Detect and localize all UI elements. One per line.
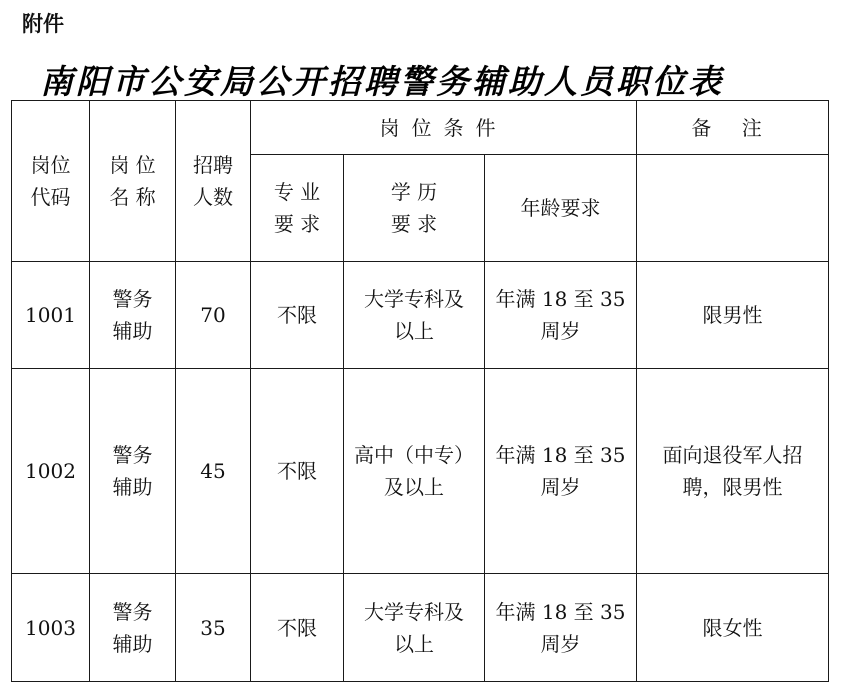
table-row (12, 369, 829, 574)
cell-name-line2: 辅助 (112, 631, 153, 656)
header-education-line1: 学 历 (390, 180, 438, 204)
header-name (90, 101, 176, 262)
position-table (11, 100, 829, 682)
cell-age-line1: 年满 18 至 35 (495, 443, 626, 467)
attachment-label: 附件 (22, 12, 64, 36)
header-count-line2: 人数 (193, 185, 233, 209)
cell-name-line1: 警务 (112, 287, 153, 311)
cell-name-line2: 辅助 (112, 319, 153, 343)
header-name-line1: 岗 位 (109, 153, 156, 177)
header-code-line1: 岗位 (30, 153, 71, 177)
table-row (12, 262, 829, 369)
header-conditions-group: 岗位条件 (251, 101, 637, 155)
cell-age-line1: 年满 18 至 35 (495, 599, 626, 624)
cell-education-line1: 高中（中专） (354, 443, 474, 467)
page-title: 南阳市公安局公开招聘警务辅助人员职位表 (40, 62, 724, 101)
cell-education (344, 369, 485, 574)
cell-age-line1: 年满 18 至 35 (495, 287, 626, 311)
header-remark: 备 注 (637, 101, 829, 155)
cell-code: 1002 (12, 369, 90, 574)
cell-education-line2: 以上 (394, 319, 434, 343)
header-code-line2: 代码 (30, 185, 71, 209)
cell-remark (637, 574, 829, 682)
header-code (12, 101, 90, 262)
header-count-line1: 招聘 (193, 153, 233, 177)
cell-education (344, 574, 485, 682)
header-education (344, 155, 485, 262)
cell-education (344, 262, 485, 369)
header-major-line1: 专 业 (273, 180, 321, 204)
cell-count: 70 (176, 262, 251, 369)
cell-remark-line1: 限女性 (702, 615, 763, 640)
cell-remark-line1: 限男性 (702, 303, 763, 327)
cell-code: 1001 (12, 262, 90, 369)
cell-major: 不限 (251, 574, 344, 682)
cell-major: 不限 (251, 262, 344, 369)
cell-remark-line2: 聘，限男性 (682, 475, 783, 499)
cell-name (90, 369, 176, 574)
cell-age-line2: 周岁 (540, 475, 581, 499)
cell-count: 45 (176, 369, 251, 574)
cell-major: 不限 (251, 369, 344, 574)
cell-count: 35 (176, 574, 251, 682)
cell-age (485, 369, 637, 574)
cell-name-line1: 警务 (112, 443, 153, 467)
header-name-line2: 名 称 (109, 185, 156, 209)
header-remark-empty (637, 155, 829, 262)
table-row (12, 574, 829, 682)
cell-name-line2: 辅助 (112, 475, 153, 499)
cell-education-line2: 及以上 (384, 475, 444, 499)
header-age: 年龄要求 (485, 155, 637, 262)
cell-education-line2: 以上 (394, 631, 434, 656)
cell-remark (637, 262, 829, 369)
cell-age-line2: 周岁 (540, 631, 581, 656)
header-education-line2: 要 求 (390, 212, 438, 236)
cell-code: 1003 (12, 574, 90, 682)
cell-name (90, 262, 176, 369)
header-major-line2: 要 求 (273, 212, 321, 236)
cell-age (485, 574, 637, 682)
cell-name (90, 574, 176, 682)
cell-education-line1: 大学专科及 (364, 599, 464, 624)
cell-name-line1: 警务 (112, 599, 153, 624)
header-count (176, 101, 251, 262)
cell-education-line1: 大学专科及 (364, 287, 464, 311)
header-major (251, 155, 344, 262)
cell-remark-line1: 面向退役军人招 (662, 443, 803, 467)
cell-remark (637, 369, 829, 574)
cell-age (485, 262, 637, 369)
cell-age-line2: 周岁 (540, 319, 581, 343)
